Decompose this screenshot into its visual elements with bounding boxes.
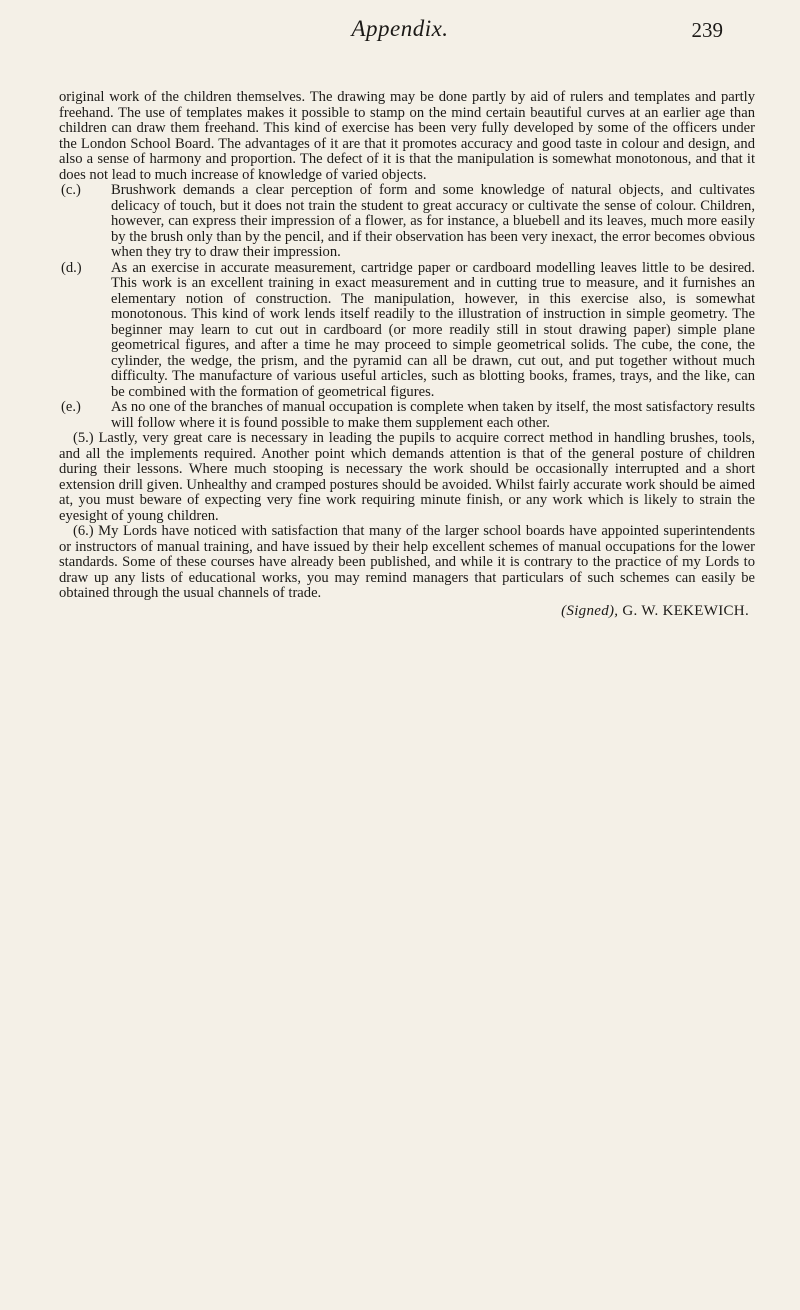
page-header	[0, 16, 800, 50]
page-number: 239	[691, 18, 723, 42]
intro-paragraph: original work of the children themselves. The drawing may be done partly by aid of rulers and templates and partly freehand. The use of templates makes it possible to stamp on the mind certain beautiful curves at an earlier age than children can draw them freehand. This kind of exercise has been very fully developed by some of the officers under the London School Board. The advantages of it are that it promotes accuracy and good taste in colour and design, and also a sense of harmony and proportion. The defect of it is that the manipulation is somewhat monotonous, and that it does not lead to much increase of knowledge of varied objects.	[59, 89, 755, 183]
item-e-label: (e.)	[61, 399, 81, 415]
running-title: Appendix.	[351, 16, 449, 41]
item-c	[59, 183, 755, 261]
item-e	[59, 400, 755, 431]
item-c-text: Brushwork demands a clear perception of form and some knowledge of natural objects, and cultivates delicacy of touch, but it does not train the student to great accuracy or cultivate the sense of colour. Children, however, can express their impression of a flower, as for instance, a bluebell and its leaves, much more easily by the brush only than by the pencil, and if their observation has been very inexact, the error becomes obvious when they try to draw their impression.	[111, 182, 755, 260]
signature	[59, 604, 755, 620]
item-d-label: (d.)	[61, 259, 82, 276]
page-body	[59, 90, 755, 619]
item-c-label: (c.)	[61, 182, 81, 198]
signature-signed: (Signed),	[561, 602, 619, 619]
item-d	[59, 261, 755, 401]
paragraph-5: (5.) Lastly, very great care is necessary in leading the pupils to acquire correct method in handling brushes, tools, and all the implements required. Another point which demands attention is that of the general posture of children during their lessons. Where much stooping is necessary the work should be occasionally interrupted and a short extension drill given. Unhealthy and cramped postures should be avoided. Whilst fairly accurate work should be aimed at, you must beware of expecting very fine work requiring minute finish, or any work which is likely to strain the eyesight of young children.	[59, 430, 755, 524]
item-e-text: As no one of the branches of manual occupation is complete when taken by itself, the most satisfactory results will follow where it is found possible to make them supplement each other.	[111, 399, 755, 431]
signature-name: G. W. KEKEWICH.	[622, 602, 749, 619]
item-d-text: As an exercise in accurate measurement, cartridge paper or cardboard modelling leaves little to be desired. This work is an excellent training in exact measurement and in cutting true to measure, and it furnishes an elementary notion of construction. The manipulation, however, in this exercise also, is somewhat monotonous. This kind of work lends itself readily to the illustration of instruction in simple geometry. The beginner may learn to cut out in cardboard (or more readily still in stout drawing paper) simple plane geometrical figures, and after a time he may proceed to simple geometrical solids. The cube, the cone, the cylinder, the wedge, the prism, and the pyramid can all be drawn, cut out, and put together without much difficulty. The manufacture of various useful articles, such as blotting books, frames, trays, and the like, can be combined with the formation of geometrical figures.	[111, 259, 755, 400]
paragraph-6: (6.) My Lords have noticed with satisfaction that many of the larger school boards have appointed superintendents or instructors of manual training, and have issued by their help excellent schemes of manual occupations for the lower standards. Some of these courses have already been published, and while it is contrary to the practice of my Lords to draw up any lists of educational works, you may remind managers that particulars of such schemes can easily be obtained through the usual channels of trade.	[59, 523, 755, 601]
